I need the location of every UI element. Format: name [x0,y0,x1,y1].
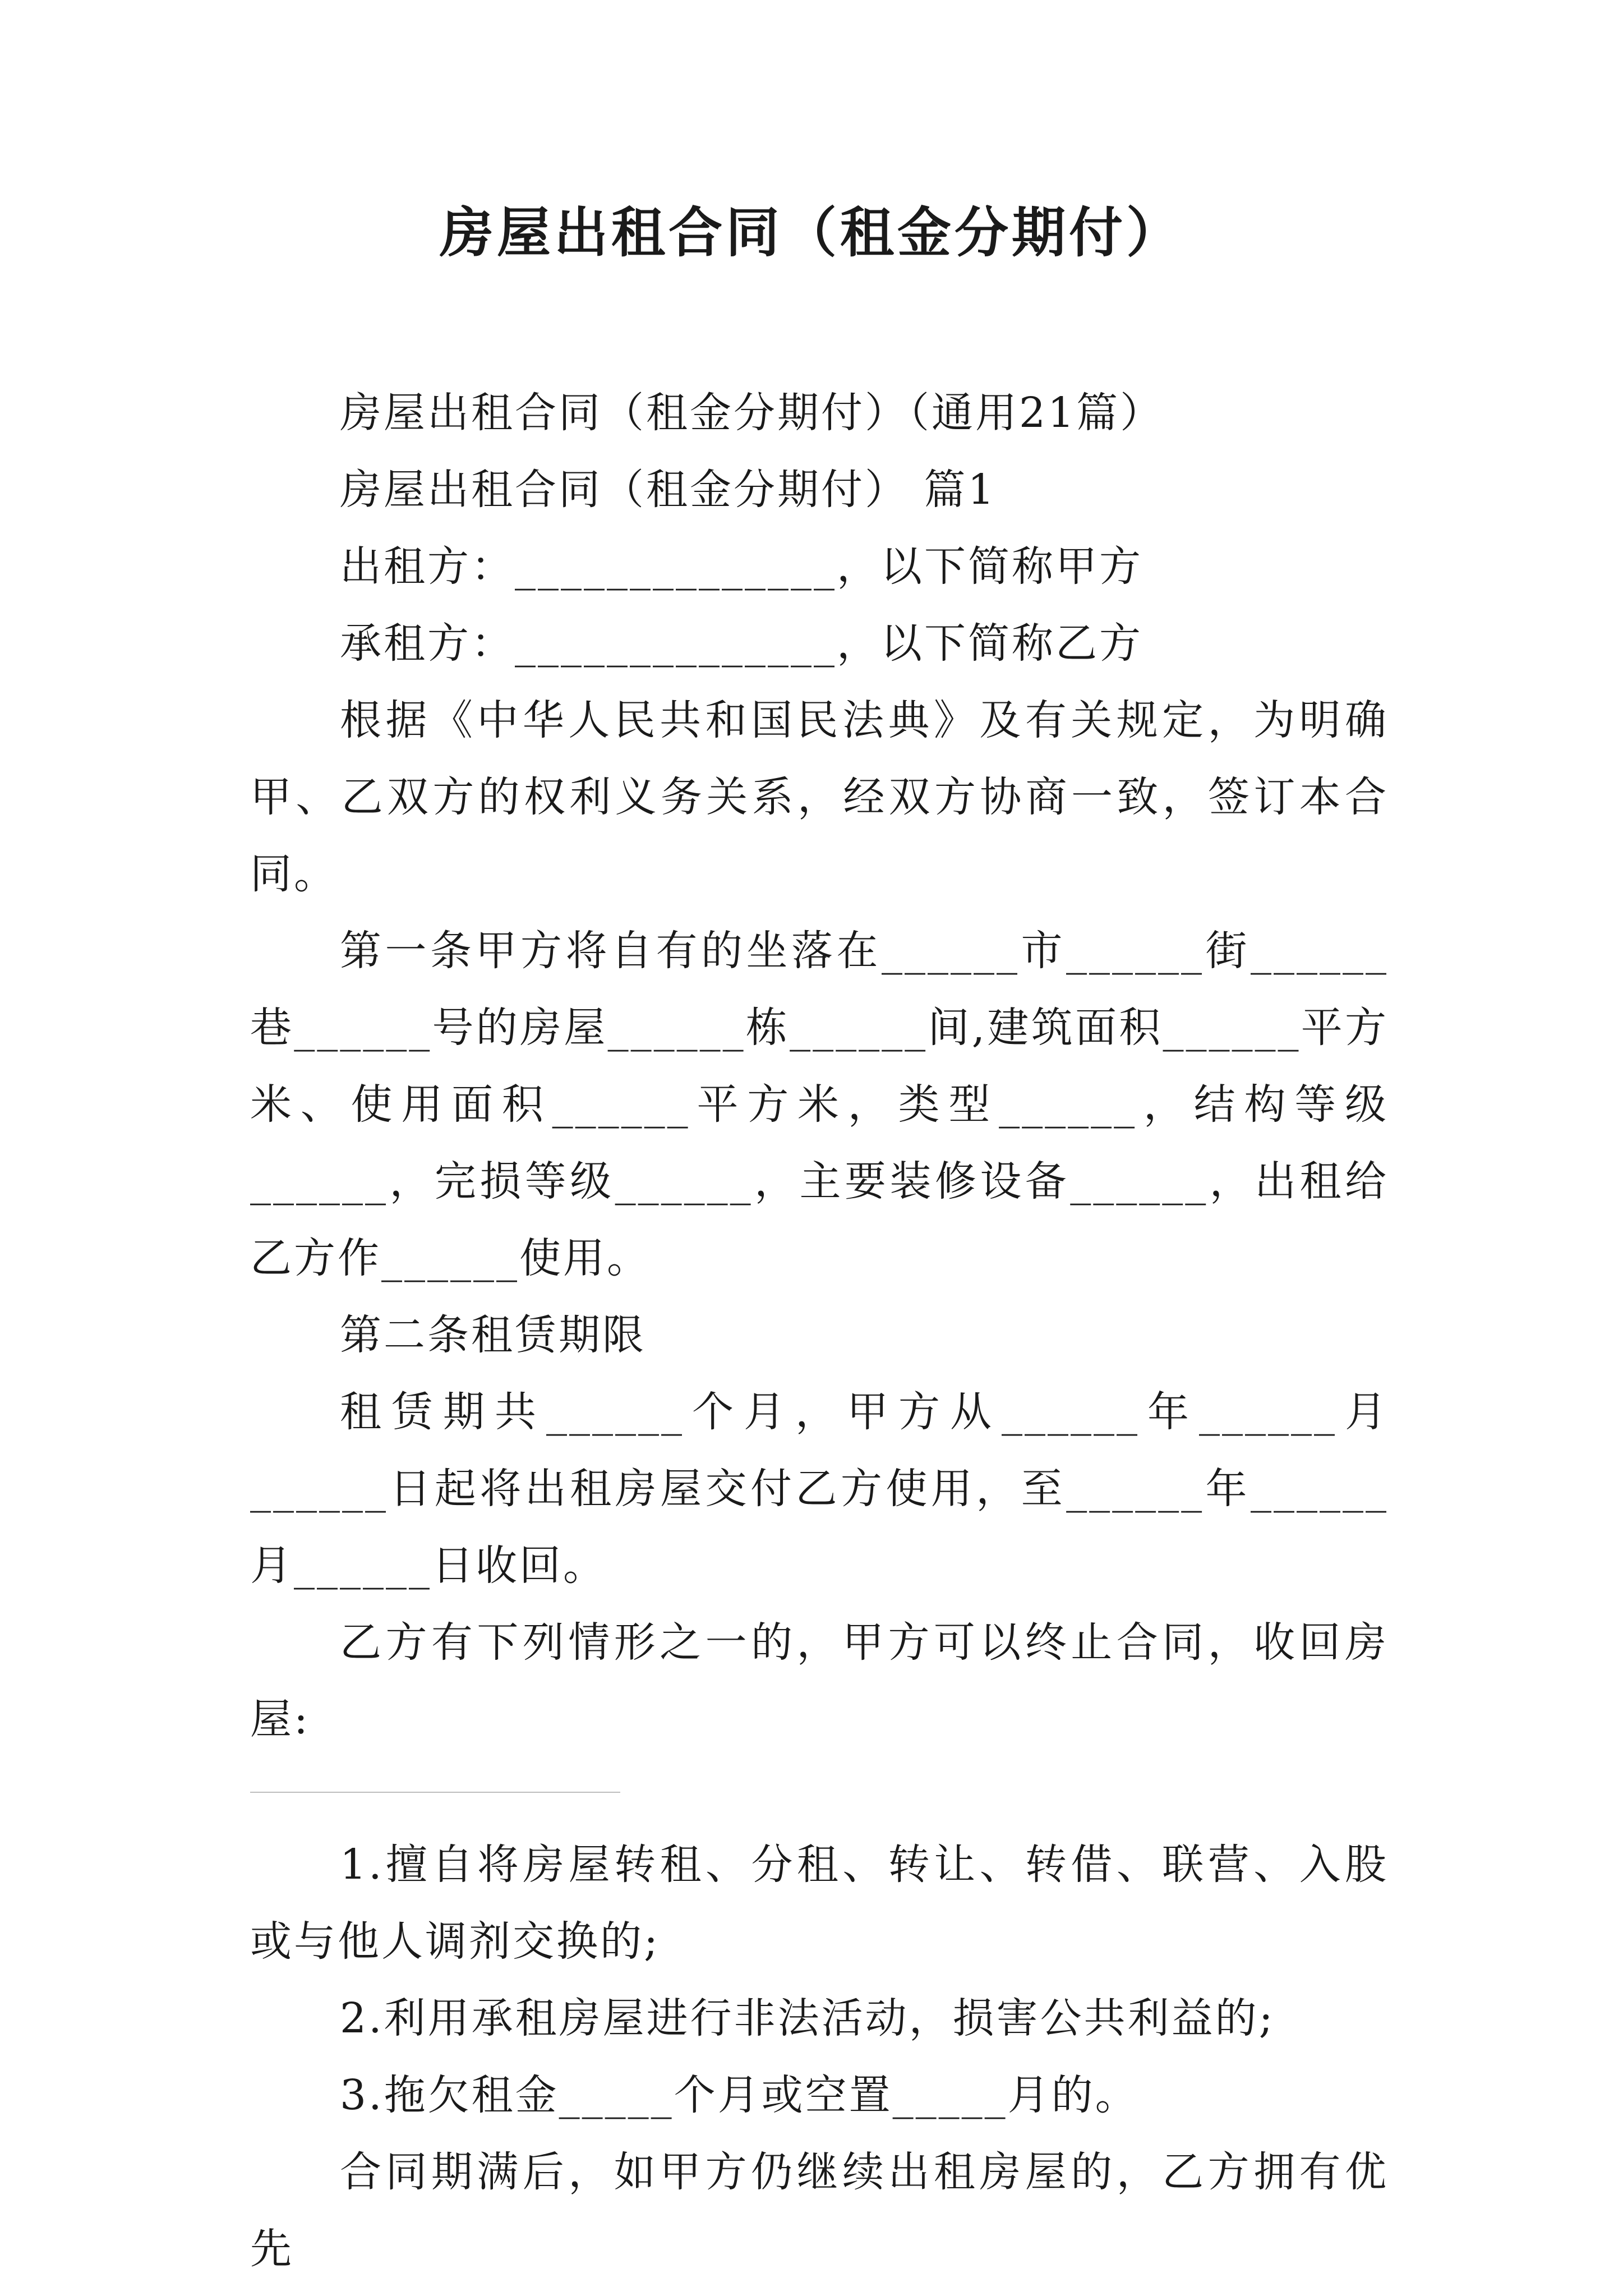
termination-item-3: 3.拖欠租金_____个月或空置_____月的。 [340,2071,1139,2119]
article-2-heading: 第二条租赁期限 [340,1311,646,1359]
termination-item-1: 1.擅自将房屋转租、分租、转让、转借、联营、入股或与他人调剂交换的; [250,1841,1389,1966]
preamble-paragraph: 根据《中华人民共和国民法典》及有关规定，为明确甲、乙双方的权利义务关系，经双方协商一致，签订本合同。 [250,696,1389,898]
lessee-line: 承租方：______________，以下简称乙方 [340,619,1143,668]
renewal-paragraph: 合同期满后，如甲方仍继续出租房屋的，乙方拥有优先 [250,2148,1389,2273]
separator-rule [250,1792,620,1793]
termination-intro-paragraph: 乙方有下列情形之一的，甲方可以终止合同，收回房屋: [250,1618,1389,1743]
termination-item-2: 2.利用承租房屋进行非法活动，损害公共利益的; [340,1994,1275,2042]
section-heading-part-1: 房屋出租合同（租金分期付） 篇1 [340,466,997,514]
article-1-paragraph: 第一条甲方将自有的坐落在______市______街______巷______号的房屋______栋______间,建筑面积______平方米、使用面积______平方米，类型______，结构等级______，完损等级______，主要装修设备______，出租给乙方作______使用。 [250,927,1389,1282]
lessor-line: 出租方：______________，以下简称甲方 [340,542,1143,591]
document-title: 房屋出租合同（租金分期付） [440,201,1183,264]
document-body [250,375,1389,2288]
lease-term-paragraph: 租赁期共______个月，甲方从______年______月______日起将出租房屋交付乙方使用，至______年______月______日收回。 [250,1388,1389,1590]
subtitle-collection: 房屋出租合同（租金分期付）（通用21篇） [340,389,1164,437]
